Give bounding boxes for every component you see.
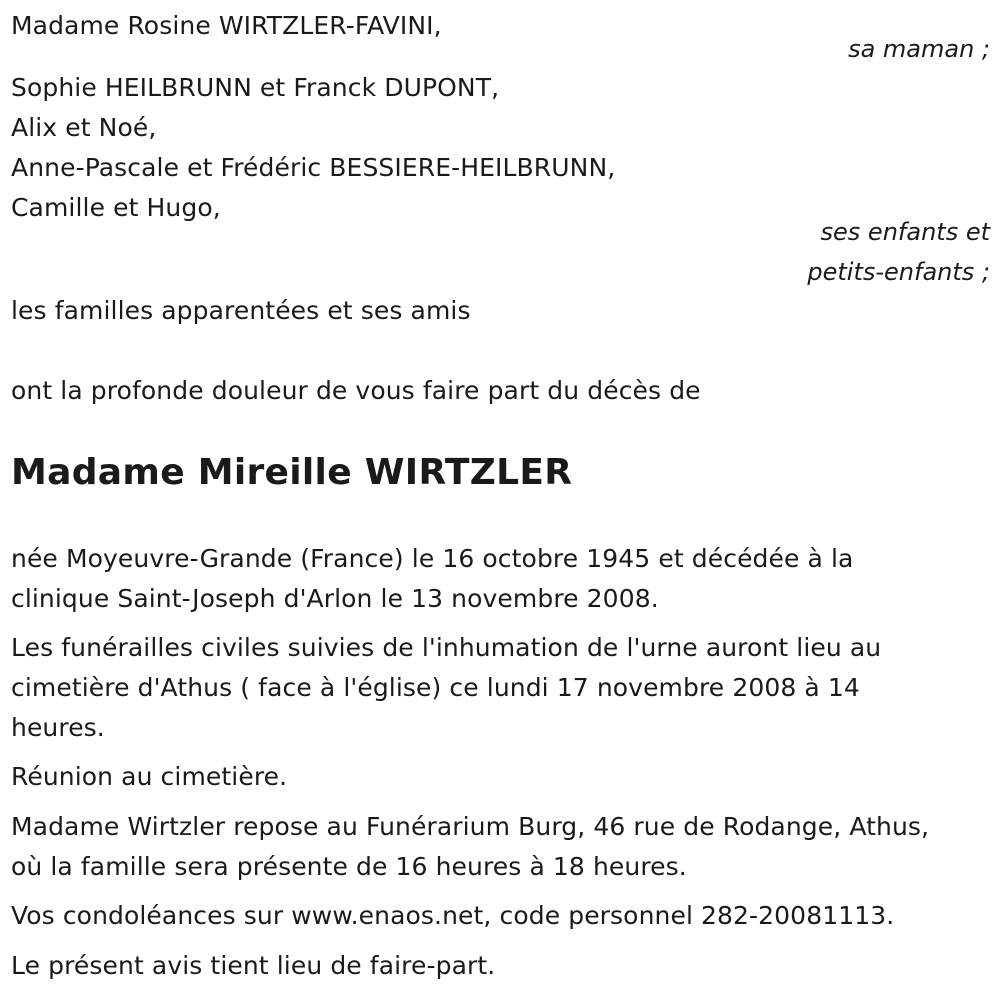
child-line-2: Alix et Noé, [11,113,157,142]
child-line-3: Anne-Pascale et Frédéric BESSIERE-HEILBRUNN, [11,153,616,182]
notice-line: Le présent avis tient lieu de faire-part. [11,951,496,980]
meeting-line: Réunion au cimetière. [11,762,288,791]
child-line-1: Sophie HEILBRUNN et Franck DUPONT, [11,73,500,102]
children-role-2: petits-enfants ; [807,258,990,286]
mother-name: Madame Rosine WIRTZLER-FAVINI, [11,11,442,40]
rest-line-1: Madame Wirtzler repose au Funérarium Burg, 46 rue de Rodange, Athus, [11,812,930,841]
funeral-line-2: cimetière d'Athus ( face à l'église) ce lundi 17 novembre 2008 à 14 [11,673,860,702]
families-and-friends: les familles apparentées et ses amis [11,296,471,325]
rest-line-2: où la famille sera présente de 16 heures à 18 heures. [11,852,687,881]
condolences-line: Vos condoléances sur www.enaos.net, code personnel 282-20081113. [11,901,895,930]
deceased-name: Madame Mireille WIRTZLER [11,452,573,493]
birth-death-line-1: née Moyeuvre-Grande (France) le 16 octobre 1945 et décédée à la [11,544,854,573]
children-role-1: ses enfants et [820,218,990,246]
funeral-line-3: heures. [11,713,105,742]
announcement: ont la profonde douleur de vous faire part du décès de [11,376,701,405]
birth-death-line-2: clinique Saint-Joseph d'Arlon le 13 novembre 2008. [11,584,659,613]
funeral-line-1: Les funérailles civiles suivies de l'inhumation de l'urne auront lieu au [11,633,882,662]
child-line-4: Camille et Hugo, [11,193,221,222]
mother-role: sa maman ; [848,35,990,63]
